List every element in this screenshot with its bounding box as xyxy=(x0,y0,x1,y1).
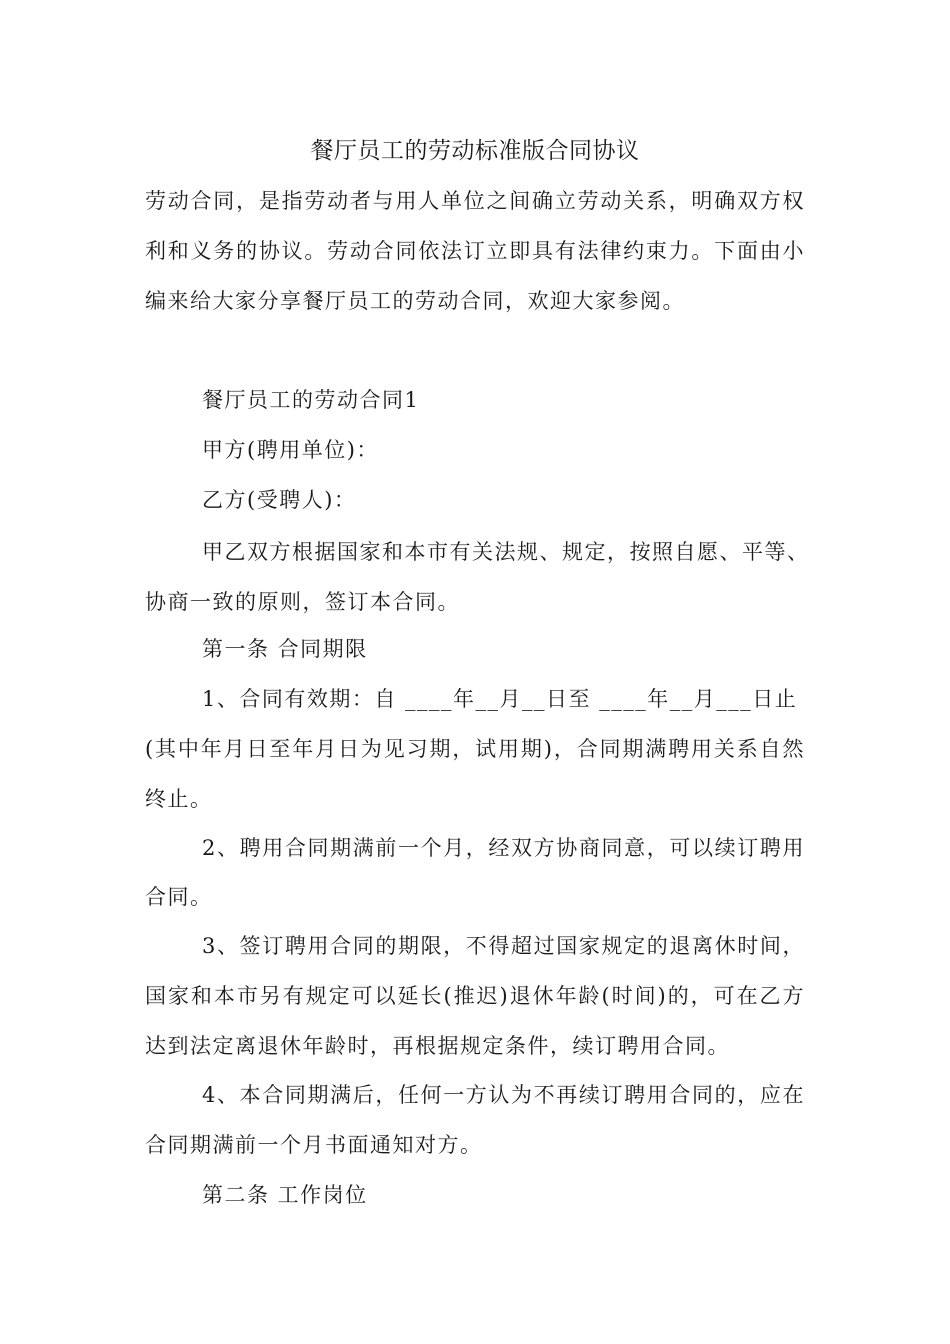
clause-1-line-3: 终止。 xyxy=(145,787,213,811)
clause-4-line-2: 合同期满前一个月书面通知对方。 xyxy=(145,1133,483,1157)
clause-1-line-1: 1、合同有效期：自 ____年__月__日至 ____年__月___日止 xyxy=(202,687,798,711)
article-1-title: 第一条 合同期限 xyxy=(202,637,368,661)
clause-4-line-1: 4、本合同期满后，任何一方认为不再续订聘用合同的，应在 xyxy=(202,1083,805,1107)
clause-3-line-3: 达到法定离退休年龄时，再根据规定条件，续订聘用合同。 xyxy=(145,1034,730,1058)
party-b-line: 乙方(受聘人)： xyxy=(202,488,357,512)
article-2-title: 第二条 工作岗位 xyxy=(202,1183,368,1207)
contract-heading: 餐厅员工的劳动合同1 xyxy=(202,388,420,412)
party-a-line: 甲方(聘用单位)： xyxy=(202,438,379,462)
clause-3-line-2: 国家和本市另有规定可以延长(推迟)退休年龄(时间)的，可在乙方 xyxy=(145,984,805,1008)
intro-line-1: 劳动合同，是指劳动者与用人单位之间确立劳动关系，明确双方权 xyxy=(145,189,805,213)
preamble-line-1: 甲乙双方根据国家和本市有关法规、规定，按照自愿、平等、 xyxy=(202,540,810,564)
clause-3-line-1: 3、签订聘用合同的期限，不得超过国家规定的退离休时间， xyxy=(202,934,805,958)
clause-2-line-1: 2、聘用合同期满前一个月，经双方协商同意，可以续订聘用 xyxy=(202,836,805,860)
intro-line-3: 编来给大家分享餐厅员工的劳动合同，欢迎大家参阅。 xyxy=(145,289,685,313)
clause-1-line-2: (其中年月日至年月日为见习期，试用期)，合同期满聘用关系自然 xyxy=(145,737,805,761)
clause-2-line-2: 合同。 xyxy=(145,885,213,909)
intro-line-2: 利和义务的协议。劳动合同依法订立即具有法律约束力。下面由小 xyxy=(145,239,805,263)
preamble-line-2: 协商一致的原则，签订本合同。 xyxy=(145,590,460,614)
document-title: 餐厅员工的劳动标准版合同协议 xyxy=(310,138,640,164)
